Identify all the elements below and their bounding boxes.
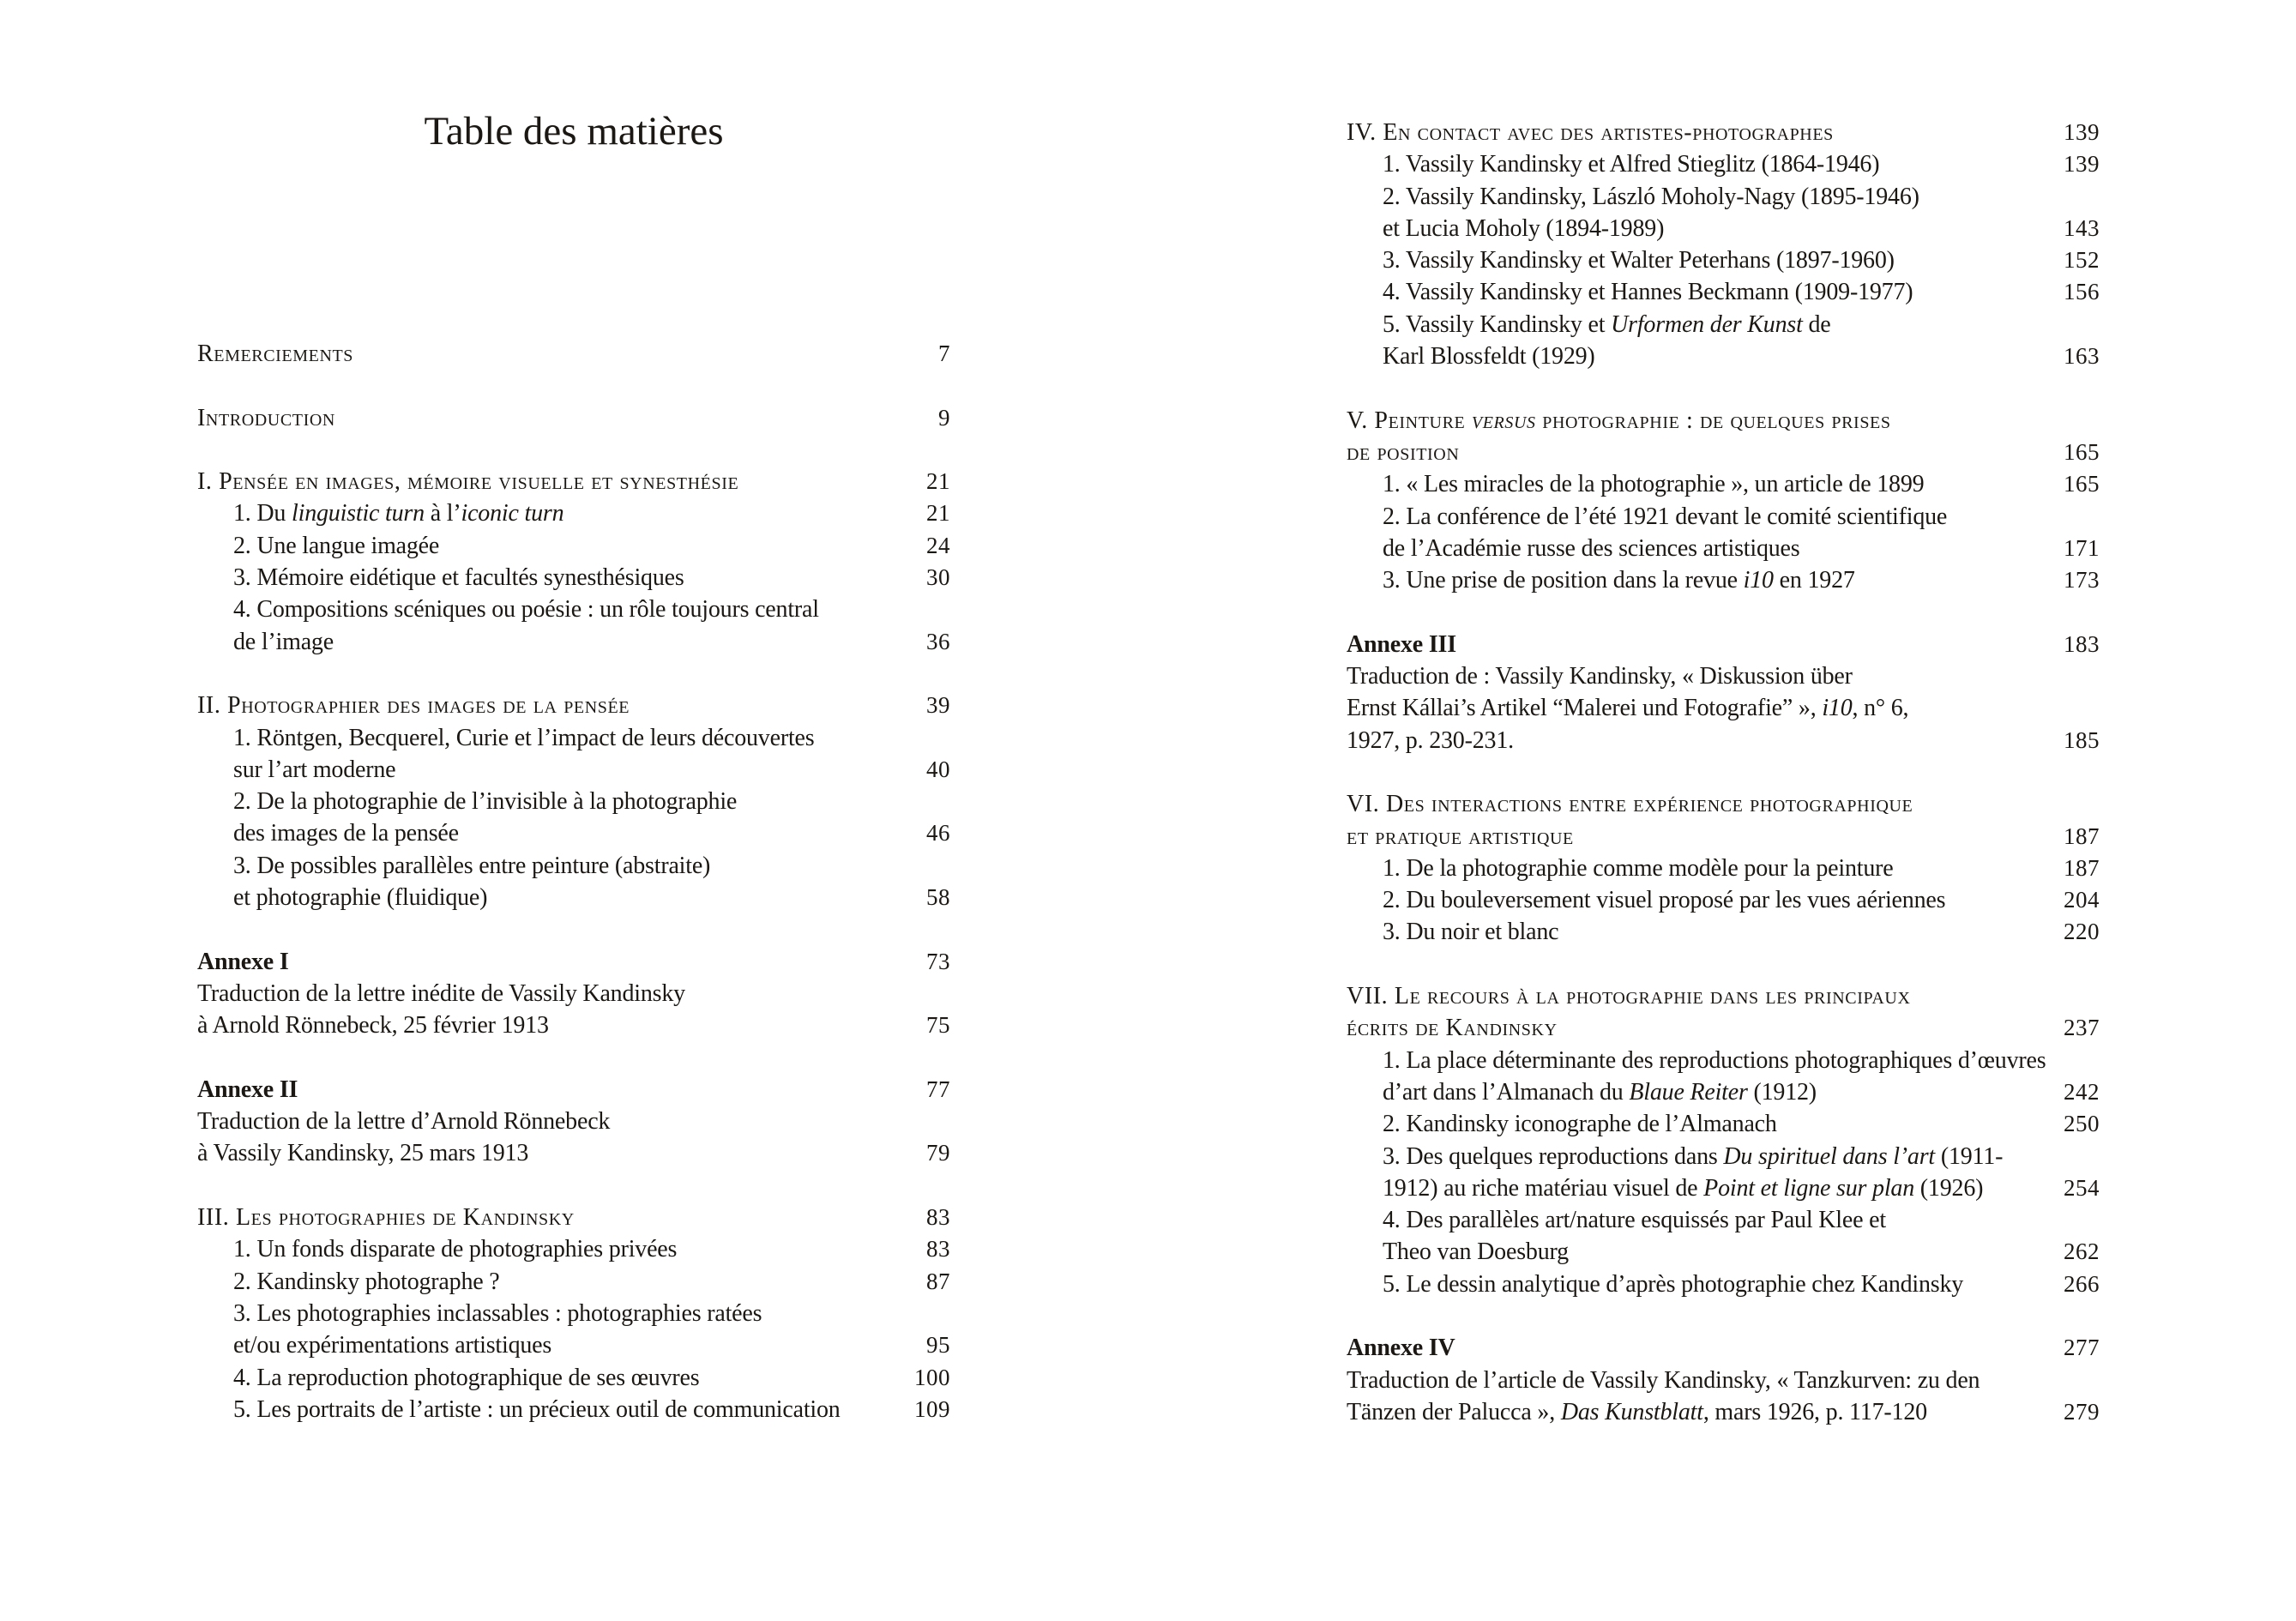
- toc-line-text: [1383, 1172, 1983, 1204]
- toc-line: [197, 1106, 950, 1137]
- page-number: 36: [926, 628, 950, 654]
- toc-segment: i10: [1822, 695, 1853, 722]
- page-number: 165: [2064, 438, 2100, 465]
- toc-line-text: [1383, 1045, 2046, 1076]
- toc-segment: 1927, p. 230-231.: [1347, 726, 1514, 754]
- toc-segment: 1. « Les miracles de la photographie », un article de 1899: [1383, 471, 1925, 498]
- toc-line: [197, 466, 950, 497]
- toc-segment: 2. Du bouleversement visuel proposé par les vues aériennes: [1383, 887, 1946, 914]
- toc-line-text: [1383, 564, 1855, 596]
- toc-line-text: [233, 1394, 841, 1425]
- toc-line: [1347, 1045, 2100, 1076]
- toc-line-text: [233, 594, 819, 625]
- toc-segment: 3. Les photographies inclassables : photographies ratées: [233, 1299, 762, 1327]
- toc-segment: et pratique artistique: [1347, 823, 1574, 850]
- toc-line: [197, 338, 950, 370]
- page-number: 152: [2064, 247, 2100, 274]
- page-number: 277: [2064, 1335, 2100, 1361]
- toc-segment: 2. Une langue imagée: [233, 532, 440, 559]
- toc-segment: de l’image: [233, 628, 334, 655]
- toc-line: [1347, 468, 2100, 500]
- toc-line-text: [1347, 660, 1853, 692]
- toc-line: [1347, 1108, 2100, 1140]
- toc-segment: IV. En contact avec des artistes-photographes: [1347, 119, 1834, 146]
- toc-line-text: [1383, 148, 1879, 180]
- toc-line: [197, 1233, 950, 1265]
- toc-segment: 1. Du: [233, 500, 292, 527]
- toc-line: [197, 786, 950, 817]
- toc-block: [197, 946, 950, 1042]
- toc-line: [197, 497, 950, 529]
- toc-line: [197, 1362, 950, 1394]
- toc-line-text: [1383, 1236, 1569, 1268]
- toc-segment: Annexe IV: [1347, 1335, 1455, 1362]
- toc-line-text: [233, 562, 684, 594]
- toc-line-text: [1383, 916, 1558, 948]
- toc-line: [1347, 340, 2100, 372]
- toc-line: [1347, 821, 2100, 853]
- page-number: 21: [926, 468, 950, 495]
- toc-segment: 1912) au riche matériau visuel de: [1383, 1174, 1704, 1202]
- toc-line-text: [197, 466, 738, 497]
- page-number: 46: [926, 820, 950, 847]
- toc-line: [1347, 244, 2100, 276]
- toc-line: [197, 1074, 950, 1106]
- toc-line-text: [197, 690, 630, 721]
- page-number: 183: [2064, 630, 2100, 657]
- toc-segment: 3. Mémoire eidétique et facultés synesthésiques: [233, 564, 684, 592]
- toc-line: [197, 594, 950, 625]
- toc-line-text: [197, 338, 353, 370]
- toc-segment: 4. Compositions scéniques ou poésie : un rôle toujours central: [233, 596, 819, 624]
- toc-line-text: [197, 978, 685, 1009]
- toc-segment: 2. Kandinsky iconographe de l’Almanach: [1383, 1111, 1777, 1138]
- toc-line: [1347, 692, 2100, 724]
- toc-segment: II. Photographier des images de la pensée: [197, 692, 630, 720]
- toc-line-text: [197, 402, 335, 434]
- page-number: 24: [926, 532, 950, 558]
- toc-line-text: [1347, 1396, 1927, 1428]
- toc-line-text: [1383, 340, 1595, 372]
- toc-line: [197, 978, 950, 1009]
- page-number: 204: [2064, 887, 2100, 913]
- toc-segment: 4. La reproduction photographique de ses œuvres: [233, 1364, 700, 1391]
- toc-segment: 1. De la photographie comme modèle pour la peinture: [1383, 854, 1894, 882]
- page-number: 109: [914, 1395, 950, 1422]
- toc-segment: Urformen der Kunst: [1611, 310, 1803, 338]
- toc-line-text: [197, 1009, 549, 1041]
- toc-block: [1347, 980, 2100, 1300]
- page-number: 83: [926, 1236, 950, 1262]
- toc-segment: 3. Des quelques reproductions dans: [1383, 1142, 1724, 1170]
- toc-line-text: [233, 1298, 762, 1329]
- toc-line: [1347, 916, 2100, 948]
- toc-line: [197, 882, 950, 913]
- toc-segment: Das Kunstblatt: [1560, 1398, 1703, 1425]
- toc-line: [197, 1009, 950, 1041]
- toc-segment: 3. Vassily Kandinsky et Walter Peterhans (1897-1960): [1383, 247, 1895, 274]
- toc-segment: Traduction de l’article de Vassily Kandinsky, « Tanzkurven: zu den: [1347, 1366, 1980, 1394]
- toc-line-text: [233, 1362, 699, 1394]
- toc-line: [1347, 405, 2100, 437]
- toc-segment: (1911-: [1935, 1142, 2004, 1170]
- page-number: 165: [2064, 471, 2100, 497]
- toc-line: [1347, 1204, 2100, 1236]
- toc-line: [1347, 1396, 2100, 1428]
- toc-line: [1347, 1365, 2100, 1396]
- page-number: 30: [926, 564, 950, 591]
- toc-segment: 4. Des parallèles art/nature esquissés par Paul Klee et: [1383, 1207, 1886, 1234]
- toc-segment: à Vassily Kandinsky, 25 mars 1913: [197, 1140, 529, 1167]
- toc-segment: 1. Röntgen, Becquerel, Curie et l’impact de leurs découvertes: [233, 724, 815, 751]
- page-number: 266: [2064, 1270, 2100, 1297]
- toc-segment: de l’Académie russe des sciences artistiques: [1383, 534, 1800, 562]
- toc-line-text: [1383, 884, 1945, 916]
- toc-segment: i10: [1743, 567, 1774, 594]
- toc-segment: Traduction de : Vassily Kandinsky, « Diskussion über: [1347, 663, 1853, 690]
- toc-line-text: [233, 817, 459, 849]
- toc-line: [1347, 148, 2100, 180]
- toc-line-text: [1347, 692, 1908, 724]
- toc-line: [1347, 884, 2100, 916]
- page-number: 87: [926, 1268, 950, 1294]
- toc-line-text: [1383, 309, 1830, 340]
- page-number: 77: [926, 1076, 950, 1102]
- toc-segment: des images de la pensée: [233, 820, 459, 847]
- toc-segment: 5. Le dessin analytique d’après photographie chez Kandinsky: [1383, 1270, 1964, 1298]
- page-number: 187: [2064, 823, 2100, 849]
- toc-line-text: [1383, 276, 1913, 308]
- toc-segment: Introduction: [197, 404, 335, 431]
- toc-segment: 3. Du noir et blanc: [1383, 919, 1559, 946]
- toc-line-text: [197, 946, 289, 978]
- toc-segment: Theo van Doesburg: [1383, 1238, 1569, 1266]
- toc-segment: iconic turn: [461, 500, 564, 527]
- toc-line-text: [1347, 788, 1913, 820]
- toc-line: [1347, 853, 2100, 884]
- toc-line-text: [1347, 405, 1891, 437]
- toc-block: [1347, 1332, 2100, 1428]
- toc-line-text: [233, 497, 563, 529]
- toc-line-text: [197, 1202, 575, 1233]
- page-number: 279: [2064, 1398, 2100, 1425]
- toc-line-text: [1347, 629, 1456, 660]
- toc-segment: versus: [1471, 407, 1536, 434]
- toc-line: [197, 722, 950, 754]
- toc-line: [1347, 1332, 2100, 1364]
- toc-line-text: [1383, 468, 1924, 500]
- toc-line: [1347, 1172, 2100, 1204]
- toc-segment: Tänzen der Palucca »,: [1347, 1398, 1561, 1425]
- toc-line: [1347, 181, 2100, 213]
- toc-segment: photographie : de quelques prises: [1535, 407, 1891, 434]
- toc-line-text: [1347, 725, 1514, 756]
- page-number: 187: [2064, 854, 2100, 881]
- toc-line-text: [1347, 437, 1459, 468]
- toc-line: [197, 817, 950, 849]
- toc-line-text: [1383, 533, 1799, 564]
- page-number: 156: [2064, 279, 2100, 305]
- toc-segment: Annexe III: [1347, 630, 1456, 658]
- toc-line-text: [1383, 1108, 1777, 1140]
- toc-segment: Ernst Kállai’s Artikel “Malerei und Fotografie” »,: [1347, 695, 1823, 722]
- toc-line: [1347, 1236, 2100, 1268]
- toc-line: [1347, 660, 2100, 692]
- toc-line: [1347, 533, 2100, 564]
- toc-line: [1347, 1012, 2100, 1044]
- toc-line: [197, 946, 950, 978]
- toc-line-text: [1383, 853, 1894, 884]
- toc-line-text: [233, 850, 710, 882]
- toc-block: [197, 402, 950, 434]
- toc-line-text: [233, 1233, 677, 1265]
- toc-line-text: [233, 722, 814, 754]
- toc-segment: d’art dans l’Almanach du: [1383, 1078, 1630, 1106]
- page-number: 100: [914, 1364, 950, 1390]
- page-number: 139: [2064, 151, 2100, 178]
- page-number: 143: [2064, 214, 2100, 241]
- page-number: 21: [926, 500, 950, 527]
- page-number: 171: [2064, 534, 2100, 561]
- page-number: 254: [2064, 1174, 2100, 1201]
- toc-segment: (1912): [1747, 1078, 1817, 1106]
- toc-line-text: [1347, 1365, 1980, 1396]
- toc-segment: 1. La place déterminante des reproductions photographiques d’œuvres: [1383, 1046, 2046, 1074]
- toc-line: [1347, 276, 2100, 308]
- toc-block: [1347, 788, 2100, 948]
- toc-segment: à l’: [424, 500, 461, 527]
- toc-line: [1347, 213, 2100, 244]
- page-number: 220: [2064, 919, 2100, 945]
- toc-line-text: [197, 1106, 610, 1137]
- toc-line-text: [1383, 244, 1895, 276]
- toc-line: [1347, 501, 2100, 533]
- toc-block: [197, 1074, 950, 1170]
- toc-block: [197, 466, 950, 658]
- toc-line-text: [233, 882, 487, 913]
- page-number: 75: [926, 1012, 950, 1039]
- toc-segment: 4. Vassily Kandinsky et Hannes Beckmann (1909-1977): [1383, 279, 1913, 306]
- toc-line: [197, 1202, 950, 1233]
- toc-line-text: [1383, 213, 1664, 244]
- toc-column-right: [1347, 117, 2100, 1428]
- toc-line: [1347, 980, 2100, 1012]
- page-number: 163: [2064, 343, 2100, 370]
- toc-line-text: [1383, 1076, 1817, 1108]
- toc-line-text: [1347, 117, 1834, 148]
- toc-segment: Du spirituel dans l’art: [1723, 1142, 1936, 1170]
- toc-line: [1347, 1076, 2100, 1108]
- page-number: 139: [2064, 119, 2100, 145]
- toc-segment: en 1927: [1773, 567, 1855, 594]
- toc-segment: III. Les photographies de Kandinsky: [197, 1204, 575, 1232]
- toc-line-text: [1347, 980, 1911, 1012]
- page-number: 58: [926, 884, 950, 911]
- toc-line-text: [233, 1329, 551, 1361]
- toc-line-text: [233, 786, 737, 817]
- toc-segment: Annexe II: [197, 1076, 298, 1103]
- toc-segment: , mars 1926, p. 117-120: [1702, 1398, 1927, 1425]
- toc-segment: Blaue Reiter: [1629, 1078, 1748, 1106]
- page-number: 40: [926, 756, 950, 782]
- toc-segment: V. Peinture: [1347, 407, 1472, 434]
- toc-segment: Traduction de la lettre inédite de Vassily Kandinsky: [197, 979, 685, 1007]
- toc-block: [197, 690, 950, 913]
- toc-block: [197, 338, 950, 370]
- toc-segment: linguistic turn: [292, 500, 425, 527]
- toc-line-text: [233, 1266, 500, 1298]
- page-number: 9: [938, 404, 950, 431]
- toc-line: [1347, 629, 2100, 660]
- page-number: 242: [2064, 1078, 2100, 1105]
- page-number: 73: [926, 948, 950, 974]
- page-number: 185: [2064, 726, 2100, 753]
- page-number: 39: [926, 692, 950, 719]
- page-number: 250: [2064, 1111, 2100, 1137]
- toc-line-text: [233, 530, 439, 562]
- page-number: 79: [926, 1140, 950, 1166]
- toc-line: [197, 754, 950, 786]
- toc-line: [197, 562, 950, 594]
- toc-line: [1347, 788, 2100, 820]
- toc-segment: et photographie (fluidique): [233, 884, 488, 912]
- toc-line-text: [1347, 821, 1574, 853]
- toc-segment: Remerciements: [197, 340, 354, 367]
- toc-line-text: [233, 626, 334, 658]
- toc-segment: 1. Un fonds disparate de photographies privées: [233, 1236, 678, 1263]
- toc-segment: 5. Vassily Kandinsky et: [1383, 310, 1612, 338]
- toc-line: [1347, 1141, 2100, 1172]
- toc-line-text: [1383, 501, 1947, 533]
- toc-line-text: [1347, 1332, 1455, 1364]
- toc-line: [197, 1298, 950, 1329]
- toc-segment: 3. De possibles parallèles entre peinture (abstraite): [233, 852, 711, 879]
- toc-line-text: [233, 754, 395, 786]
- toc-block: [197, 1202, 950, 1425]
- toc-line-text: [197, 1137, 528, 1169]
- page-number: 7: [938, 340, 950, 366]
- toc-segment: 2. La conférence de l’été 1921 devant le comité scientifique: [1383, 503, 1948, 530]
- toc-line: [197, 690, 950, 721]
- page-number: 237: [2064, 1015, 2100, 1041]
- toc-segment: 3. Une prise de position dans la revue: [1383, 567, 1744, 594]
- toc-segment: (1926): [1914, 1174, 1984, 1202]
- toc-line-text: [1383, 1268, 1963, 1300]
- toc-line: [1347, 117, 2100, 148]
- toc-line: [197, 530, 950, 562]
- toc-segment: écrits de Kandinsky: [1347, 1015, 1558, 1042]
- toc-segment: 2. Vassily Kandinsky, László Moholy-Nagy (1895-1946): [1383, 183, 1919, 210]
- toc-segment: Point et ligne sur plan: [1703, 1174, 1914, 1202]
- toc-segment: sur l’art moderne: [233, 756, 396, 783]
- toc-segment: Traduction de la lettre d’Arnold Rönnebeck: [197, 1108, 611, 1136]
- toc-line: [197, 850, 950, 882]
- toc-segment: de: [1802, 310, 1831, 338]
- page-number: 83: [926, 1204, 950, 1231]
- toc-line: [1347, 437, 2100, 468]
- toc-column-left: [197, 338, 950, 1425]
- toc-block: [1347, 629, 2100, 756]
- toc-line: [1347, 725, 2100, 756]
- toc-segment: 1. Vassily Kandinsky et Alfred Stieglitz (1864-1946): [1383, 151, 1880, 178]
- toc-line: [197, 402, 950, 434]
- toc-segment: 5. Les portraits de l’artiste : un précieux outil de communication: [233, 1395, 841, 1423]
- toc-segment: Karl Blossfeldt (1929): [1383, 343, 1595, 371]
- toc-segment: et Lucia Moholy (1894-1989): [1383, 214, 1665, 242]
- toc-segment: , n° 6,: [1852, 695, 1909, 722]
- toc-segment: de position: [1347, 438, 1460, 466]
- toc-line: [1347, 1268, 2100, 1300]
- toc-segment: 2. De la photographie de l’invisible à la photographie: [233, 788, 738, 816]
- page-number: 95: [926, 1332, 950, 1359]
- toc-line: [197, 1394, 950, 1425]
- toc-line-text: [1383, 1204, 1886, 1236]
- page-number: 173: [2064, 567, 2100, 594]
- toc-line: [1347, 309, 2100, 340]
- page-number: 262: [2064, 1238, 2100, 1265]
- toc-line-text: [197, 1074, 298, 1106]
- page-title: Table des matières: [424, 109, 724, 154]
- toc-line: [197, 1137, 950, 1169]
- toc-segment: I. Pensée en images, mémoire visuelle et synesthésie: [197, 468, 739, 496]
- toc-segment: Annexe I: [197, 948, 289, 975]
- toc-segment: à Arnold Rönnebeck, 25 février 1913: [197, 1012, 549, 1039]
- toc-segment: et/ou expérimentations artistiques: [233, 1332, 552, 1359]
- toc-line-text: [1383, 181, 1919, 213]
- toc-segment: VII. Le recours à la photographie dans les principaux: [1347, 983, 1911, 1010]
- toc-block: [1347, 117, 2100, 372]
- toc-segment: 2. Kandinsky photographe ?: [233, 1268, 500, 1295]
- toc-segment: VI. Des interactions entre expérience photographique: [1347, 791, 1913, 818]
- toc-line-text: [1347, 1012, 1558, 1044]
- toc-line-text: [1383, 1141, 2003, 1172]
- toc-line: [197, 1329, 950, 1361]
- toc-line: [1347, 564, 2100, 596]
- toc-line: [197, 1266, 950, 1298]
- toc-line: [197, 626, 950, 658]
- toc-block: [1347, 405, 2100, 597]
